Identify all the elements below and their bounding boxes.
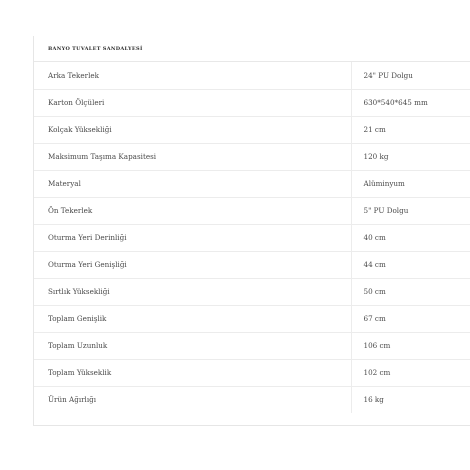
spec-value: 24" PU Dolgu	[351, 62, 470, 89]
table-row	[34, 224, 470, 251]
table-row	[34, 197, 470, 224]
spec-label: Oturma Yeri Genişliği	[34, 251, 351, 278]
table-row	[34, 359, 470, 386]
spec-table	[34, 62, 470, 413]
spec-label: Maksimum Taşıma Kapasitesi	[34, 143, 351, 170]
spec-value: 106 cm	[351, 332, 470, 359]
spec-label: Arka Tekerlek	[34, 62, 351, 89]
spec-label: Toplam Uzunluk	[34, 332, 351, 359]
table-row	[34, 305, 470, 332]
spec-label: Toplam Yükseklik	[34, 359, 351, 386]
spec-label: Ürün Ağırlığı	[48, 395, 97, 405]
spec-label: Toplam Genişlik	[34, 305, 351, 332]
table-row	[34, 143, 470, 170]
table-row	[34, 170, 470, 197]
table-row	[34, 62, 470, 89]
spec-value: 44 cm	[351, 251, 470, 278]
spec-label: Kolçak Yüksekliği	[34, 116, 351, 143]
spec-label: Karton Ölçüleri	[34, 89, 351, 116]
spec-value: 102 cm	[351, 359, 470, 386]
spec-value: 630*540*645 mm	[351, 89, 470, 116]
table-row	[34, 116, 470, 143]
spec-value: Alüminyum	[351, 170, 470, 197]
table-row	[34, 332, 470, 359]
spec-section-title: BANYO TUVALET SANDALYESİ	[48, 45, 143, 52]
spec-header	[34, 36, 470, 62]
spec-value: 5" PU Dolgu	[351, 197, 470, 224]
table-row	[34, 89, 470, 116]
table-row	[34, 251, 470, 278]
spec-label: Sırtlık Yüksekliği	[34, 278, 351, 305]
spec-label: Ön Tekerlek	[34, 197, 351, 224]
spec-value: 120 kg	[351, 143, 470, 170]
table-row	[34, 278, 470, 305]
spec-value: 50 cm	[351, 278, 470, 305]
spec-value: 40 cm	[351, 224, 470, 251]
spec-value: 16 kg	[351, 386, 470, 413]
table-row	[34, 386, 470, 413]
spec-value: 21 cm	[351, 116, 470, 143]
spec-label: Oturma Yeri Derinliği	[34, 224, 351, 251]
spec-label: Materyal	[34, 170, 351, 197]
spec-value: 67 cm	[351, 305, 470, 332]
product-spec-card	[33, 36, 470, 426]
